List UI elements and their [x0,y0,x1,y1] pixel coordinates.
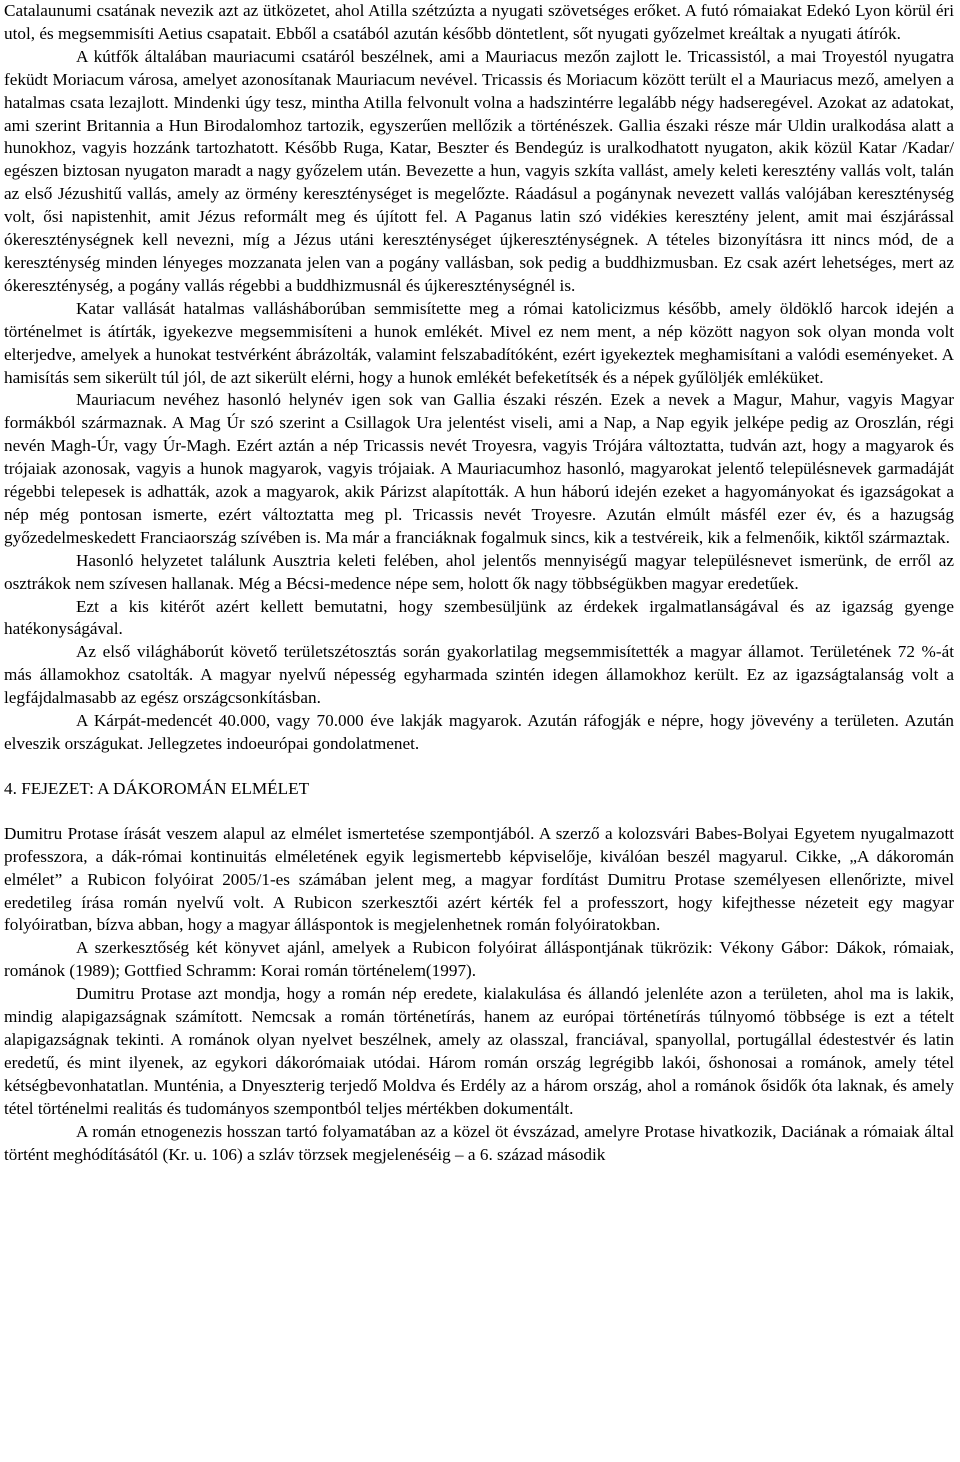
paragraph: Hasonló helyzetet találunk Ausztria keleti felében, ahol jelentős mennyiségű magyar településnevet ismerünk, de erről az osztrákok nem szívesen hallanak. Még a Bécsi-medence népe sem, holott ők nagy többségükben magyar eredetűek. [4,550,954,593]
paragraph: Catalaunumi csatának nevezik azt az ütközetet, ahol Atilla szétzúzta a nyugati szövetséges erőket. A futó rómaiakat Edekó Lyon körül éri utol, és megsemmisíti Aetius csapatait. Ebből a csatából azután később döntetlent, sőt nyugati győzelmet kreáltak a nyugati átírók. [4,1,954,43]
paragraph: Ezt a kis kitérőt azért kellett bemutatni, hogy szembesüljünk az érdekek irgalmatlanságával és az igazság gyenge hatékonyságával. [4,596,954,639]
paragraph: Katar vallását hatalmas vallásháborúban semmisítette meg a római katolicizmus később, amely öldöklő harcok idején a történelmet is átírták, igyekezve megsemmisíteni a hunok emlékét. Mivel ez nem ment, a nép között nagyon sok olyan monda volt elterjedve, amelyek a hunokat testvérként ábrázolták, valamint felszabadítóként, ezért igyekeztek meghamisítani a valódi eseményeket. A hamisítás sem sikerült túl jól, de azt sikerült elérni, hogy a hunok emlékét befeketítsék és a népek gyűlöljék emléküket. [4,298,954,387]
paragraph: A Kárpát-medencét 40.000, vagy 70.000 éve lakják magyarok. Azután ráfogják e népre, hogy jövevény a területen. Azután elveszik országukat. Jellegzetes indoeurópai gondolatmenet. [4,711,954,753]
chapter-heading: 4. FEJEZET: A DÁKOROMÁN ELMÉLET [4,778,310,798]
paragraph: A szerkesztőség két könyvet ajánl, amelyek a Rubicon folyóirat álláspontjának tükrözik: Vékony Gábor: Dákok, rómaiak, románok (1989); Gottfied Schramm: Korai román történelem(1997). [4,938,954,981]
paragraph: Mauriacum nevéhez hasonló helynév igen sok van Gallia északi részén. Ezek a nevek a Magur, Mahur, vagyis Magyar formákból származnak. A Mag Úr szó szerint a Csillagok Ura jelentést viseli, ami a Nap, a Nap egyik jelképe pedig az Oroszlán, régi nevén Magh-Úr, vagy Úr-Magh. Ezért aztán a nép Tricassis nevét Troyesra, vagyis Trójára változtatta, tudván azt, hogy a magyarok és trójaiak azonosak, vagyis a hunok magyarok, vagyis trójaiak. A Mauriacumhoz hasonló, magyarokat jelentő településnevek garmadáját régebbi telepesek is adhatták, azok a magyarok, akik Párizst alapították. A hun háború idején ezeket a hagyományokat és igazságokat a nép még pontosan ismerte, ezért változtatta meg pl. Tricassis nevét Troyesre. Azután elmúlt másfél ezer év, és a hazugság győzedelmeskedett Franciaország szívében is. Ma már a franciáknak fogalmuk sincs, kik a testvéreik, kik a felmenőik, kiktől származtak. [4,390,954,547]
paragraph: Az első világháborút követő területszétosztás során gyakorlatilag megsemmisítették a magyar államot. Területének 72 %-át más államokhoz csatolták. A magyar nyelvű népesség egyharmada szintén idegen államokhoz került. Ez az igazságtalanság volt a legfájdalmasabb az egész országcsonkításban. [4,642,954,708]
paragraph: Dumitru Protase azt mondja, hogy a román nép eredete, kialakulása és állandó jelenléte azon a területen, ahol ma is lakik, mindig alapigazságnak számított. Nemcsak a román történetírás, hanem az európai történetírás túlnyomó többsége is ezt a tételt alapigazságnak tekinti. A románok olyan nyelvet beszélnek, amely az olasszal, franciával, spanyollal, portugállal édestestvér és latin eredetű, és mint ilyenek, az egykori dákorómaiak utódai. Három román ország legrégibb lakói, őshonosai a románok, amely tétel kétségbevonhatatlan. Munténia, a Dnyeszterig terjedő Moldva és Erdély az a három ország, ahol a románok ősidők óta laknak, és amely tétel történelmi realitás és tudományos szempontból teljes mértékben dokumentált. [4,984,954,1118]
paragraph: A kútfők általában mauriacumi csatáról beszélnek, ami a Mauriacus mezőn zajlott le. Tricassistól, a mai Troyestól nyugatra feküdt Moriacum városa, amelyet azonosítanak Mauriacum nevével. Tricassis és Moriacum között terült el a Mauriacus mező, amelyen a hatalmas csata lezajlott. Mindenki úgy tesz, mintha Atilla felvonult volna a hadszintérre legalább négy hadseregével. Azokat az adatokat, ami szerint Britannia a Hun Birodalomhoz tartozik, egyszerűen mellőzik a történészek. Gallia északi része már Uldin uralkodása alatt a hunokhoz, vagyis hozzánk tartozhatott. Később Ruga, Katar, Beszter és Bendegúz is uralkodhatott nyugaton, akik közül Katar /Kadar/ egészen biztosan nyugaton maradt a nagy győzelem után. Bevezette a hun, vagyis szkíta vallást, amely keleti keresztény vallás volt, talán az első Jézushitű vallás, amely az örmény kereszténységet is megelőzte. Ráadásul a pogánynak nevezett vallás valójában kereszténység volt, ősi napistenhit, amit Jézus reformált meg és újított fel. A Paganus latin szó vidékies keresztény jelent, amit mai észjárással ókereszténységnek kell nevezni, míg a Jézus utáni kereszténységet újkereszténységnek. A tételes bizonyításra itt nincs mód, de a kereszténység minden lényeges mozzanata jelen van a pogány vallásban, sok pedig a buddhizmusban. Ez csak azért lehetséges, mert az ókereszténység, a pogány vallás régebbi a buddhizmusnál és újkereszténységnél is. [4,46,954,295]
paragraph: Dumitru Protase írását veszem alapul az elmélet ismertetése szempontjából. A szerző a kolozsvári Babes-Bolyai Egyetem nyugalmazott professzora, a dák-római kontinuitás elméletének egyik legismertebb képviselője, kiválóan beszél magyarul. Cikke, „A dákoromán elmélet” a Rubicon folyóirat 2005/1-es számában jelent meg, a magyar fordítást Dumitru Protase személyesen ellenőrizte, mivel eredetileg írása román nyelvű volt. A Rubicon szerkesztői azért kérték fel a professzort, hogy kifejthesse nézeteit egy magyar folyóiratban, bízva abban, hogy a magyar álláspontok is megjelenhetnek román folyóiratokban. [4,823,954,935]
paragraph: A román etnogenezis hosszan tartó folyamatában az a közel öt évszázad, amelyre Protase hivatkozik, Daciának a rómaiak által történt meghódításától (Kr. u. 106) a szláv törzsek megjelenéséig – a 6. század második [4,1121,954,1164]
